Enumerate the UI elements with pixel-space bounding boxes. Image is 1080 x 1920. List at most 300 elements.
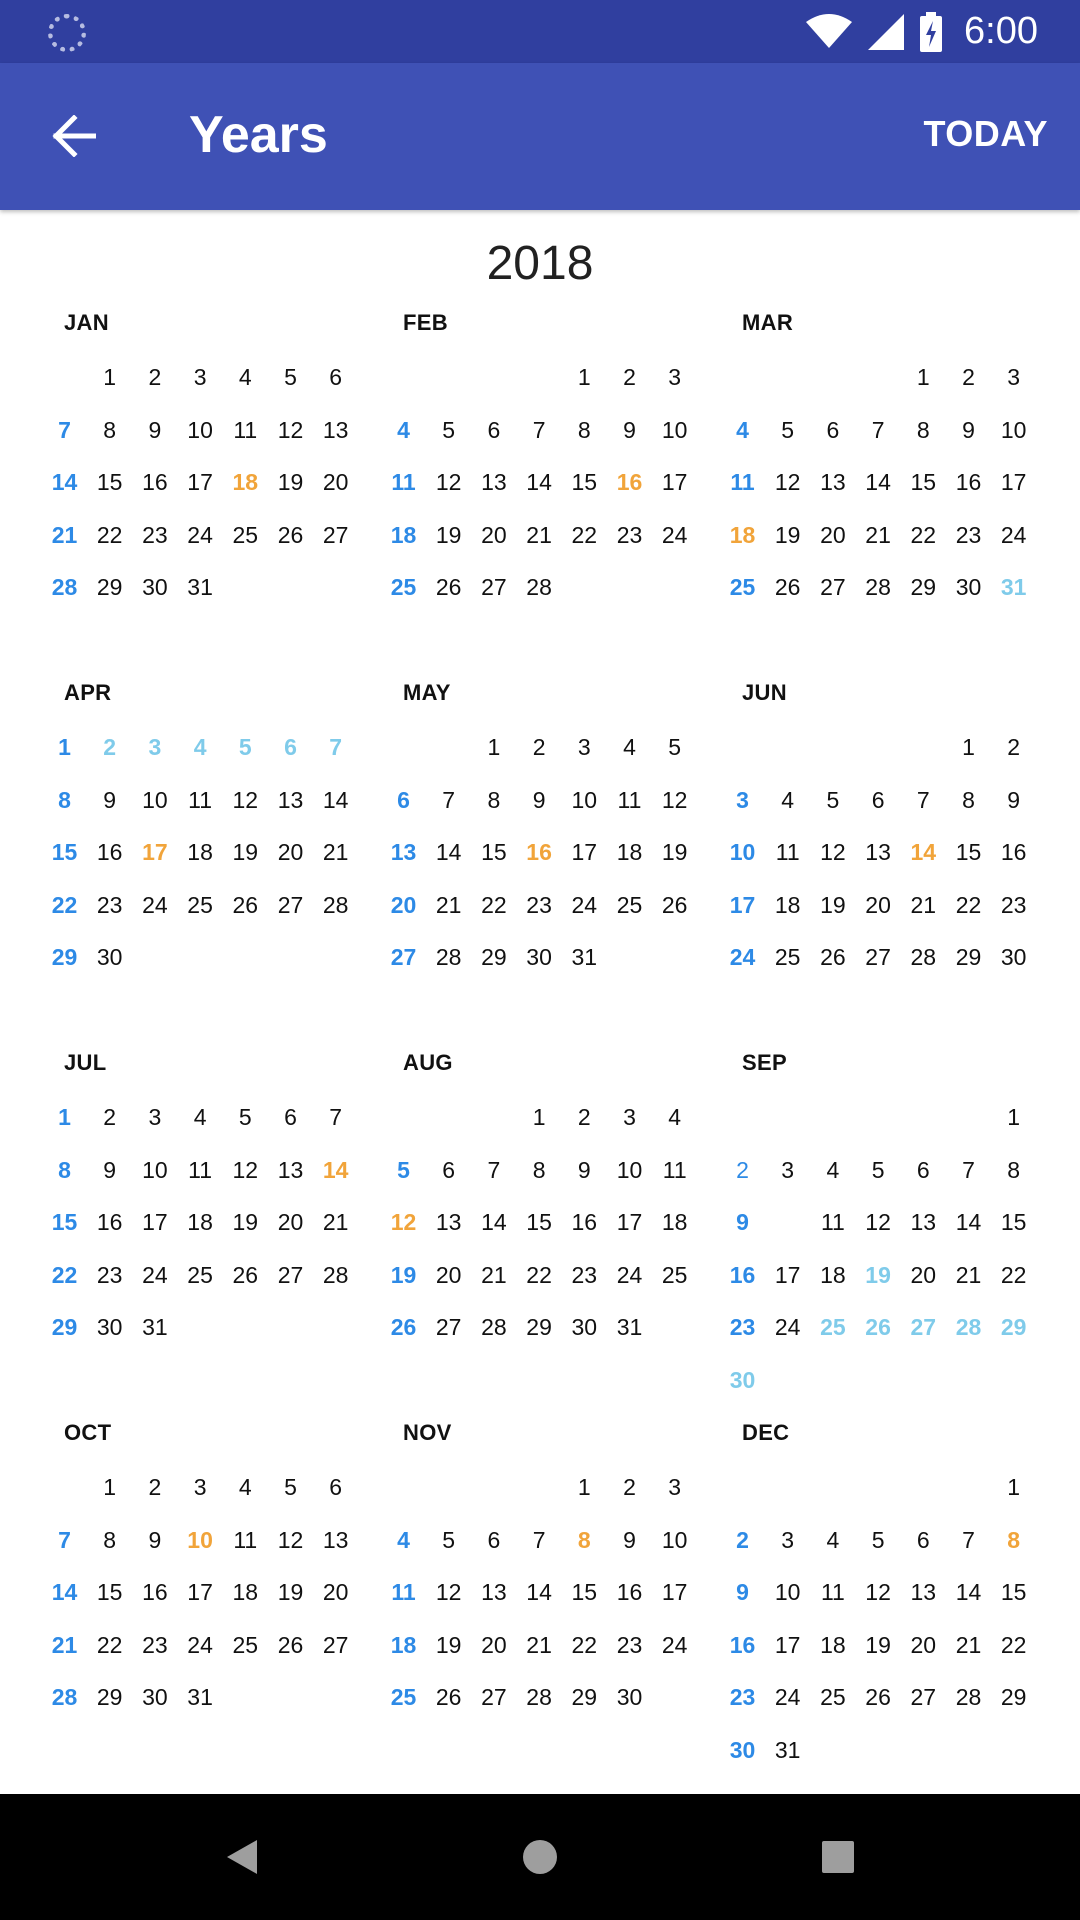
day-cell[interactable]: 9 xyxy=(1007,786,1021,813)
day-cell[interactable]: 12 xyxy=(865,1209,891,1235)
day-cell[interactable]: 22 xyxy=(955,891,982,918)
day-cell[interactable]: 3 xyxy=(193,364,207,390)
nav-home-button[interactable] xyxy=(510,1827,570,1887)
day-cell[interactable]: 14 xyxy=(955,1209,982,1235)
day-cell[interactable]: 3 xyxy=(148,1104,162,1130)
day-cell[interactable]: 26 xyxy=(390,1314,417,1340)
day-cell[interactable]: 27 xyxy=(910,1314,937,1340)
day-cell[interactable]: 20 xyxy=(322,469,349,495)
day-cell[interactable]: 19 xyxy=(435,1631,462,1658)
day-cell[interactable]: 26 xyxy=(774,574,801,600)
day-cell[interactable]: 21 xyxy=(322,1209,349,1235)
day-cell[interactable]: 20 xyxy=(435,1261,462,1288)
today-button[interactable]: TODAY xyxy=(923,113,1048,154)
day-cell[interactable]: 14 xyxy=(865,469,891,495)
day-cell[interactable]: 18 xyxy=(390,521,417,548)
day-cell[interactable]: 14 xyxy=(51,1579,78,1605)
day-cell[interactable]: 17 xyxy=(142,1209,168,1235)
day-cell[interactable]: 29 xyxy=(51,1314,78,1340)
day-cell[interactable]: 7 xyxy=(329,734,343,760)
day-cell[interactable]: 5 xyxy=(238,1104,252,1130)
day-cell[interactable]: 8 xyxy=(487,786,501,813)
day-cell[interactable]: 29 xyxy=(955,944,982,970)
day-cell[interactable]: 9 xyxy=(736,1579,749,1605)
day-cell[interactable]: 23 xyxy=(142,1631,168,1658)
day-cell[interactable]: 10 xyxy=(661,1526,688,1553)
day-cell[interactable]: 13 xyxy=(910,1579,937,1605)
day-cell[interactable]: 2 xyxy=(736,1526,749,1553)
day-cell[interactable]: 21 xyxy=(910,891,937,918)
day-cell[interactable]: 27 xyxy=(435,1314,462,1340)
day-cell[interactable]: 8 xyxy=(58,1156,71,1183)
day-cell[interactable]: 28 xyxy=(51,574,78,600)
day-cell[interactable]: 10 xyxy=(661,416,688,443)
day-cell[interactable]: 13 xyxy=(481,1579,507,1605)
day-cell[interactable]: 6 xyxy=(487,416,501,443)
day-cell[interactable]: 3 xyxy=(623,1104,636,1130)
day-cell[interactable]: 28 xyxy=(435,944,462,970)
day-cell[interactable]: 6 xyxy=(916,1156,930,1183)
day-cell[interactable]: 30 xyxy=(96,944,123,970)
day-cell[interactable]: 1 xyxy=(916,364,930,390)
day-cell[interactable]: 26 xyxy=(435,1684,462,1710)
day-cell[interactable]: 11 xyxy=(617,786,642,813)
day-cell[interactable]: 13 xyxy=(322,1526,349,1553)
day-cell[interactable]: 9 xyxy=(148,1526,162,1553)
day-cell[interactable]: 16 xyxy=(955,469,982,495)
day-cell[interactable]: 1 xyxy=(58,734,71,760)
day-cell[interactable]: 27 xyxy=(865,944,891,970)
day-cell[interactable]: 22 xyxy=(51,891,78,918)
day-cell[interactable]: 9 xyxy=(532,786,546,813)
day-cell[interactable]: 25 xyxy=(390,574,417,600)
day-cell[interactable]: 9 xyxy=(736,1209,749,1235)
day-cell[interactable]: 20 xyxy=(277,839,304,865)
day-cell[interactable]: 26 xyxy=(277,1631,304,1658)
day-cell[interactable]: 6 xyxy=(397,786,410,813)
day-cell[interactable]: 21 xyxy=(51,1631,78,1658)
day-cell[interactable]: 10 xyxy=(571,786,598,813)
day-cell[interactable]: 8 xyxy=(103,416,117,443)
day-cell[interactable]: 10 xyxy=(142,786,168,813)
day-cell[interactable]: 19 xyxy=(820,891,846,918)
day-cell[interactable]: 27 xyxy=(390,944,417,970)
day-cell[interactable]: 5 xyxy=(442,416,456,443)
day-cell[interactable]: 24 xyxy=(142,1261,168,1288)
day-cell[interactable]: 21 xyxy=(865,521,891,548)
day-cell[interactable]: 4 xyxy=(193,1104,207,1130)
day-cell[interactable]: 30 xyxy=(526,944,552,970)
day-cell[interactable]: 25 xyxy=(774,944,801,970)
day-cell[interactable]: 23 xyxy=(1000,891,1027,918)
day-cell[interactable]: 6 xyxy=(284,734,297,760)
day-cell[interactable]: 13 xyxy=(820,469,846,495)
day-cell[interactable]: 21 xyxy=(435,891,462,918)
day-cell[interactable]: 25 xyxy=(729,574,756,600)
day-cell[interactable]: 21 xyxy=(955,1631,982,1658)
day-cell[interactable]: 12 xyxy=(232,786,259,813)
day-cell[interactable]: 23 xyxy=(142,521,168,548)
day-cell[interactable]: 27 xyxy=(910,1684,937,1710)
day-cell[interactable]: 7 xyxy=(532,1526,546,1553)
day-cell[interactable]: 8 xyxy=(532,1156,546,1183)
day-cell[interactable]: 30 xyxy=(142,1684,168,1710)
day-cell[interactable]: 27 xyxy=(481,1684,507,1710)
day-cell[interactable]: 7 xyxy=(962,1156,975,1183)
day-cell[interactable]: 26 xyxy=(232,891,259,918)
day-cell[interactable]: 2 xyxy=(148,1474,162,1500)
day-cell[interactable]: 10 xyxy=(1000,416,1027,443)
day-cell[interactable]: 16 xyxy=(96,839,123,865)
day-cell[interactable]: 28 xyxy=(481,1314,507,1340)
day-cell[interactable]: 5 xyxy=(871,1156,885,1183)
day-cell[interactable]: 28 xyxy=(526,1684,552,1710)
day-cell[interactable]: 5 xyxy=(397,1156,410,1183)
day-cell[interactable]: 13 xyxy=(481,469,507,495)
day-cell[interactable]: 29 xyxy=(96,1684,123,1710)
day-cell[interactable]: 22 xyxy=(910,521,937,548)
day-cell[interactable]: 1 xyxy=(577,364,591,390)
day-cell[interactable]: 10 xyxy=(729,839,756,865)
day-cell[interactable]: 11 xyxy=(391,1579,416,1605)
day-cell[interactable]: 8 xyxy=(1007,1526,1021,1553)
day-cell[interactable]: 3 xyxy=(668,1474,682,1500)
day-cell[interactable]: 23 xyxy=(955,521,982,548)
day-cell[interactable]: 25 xyxy=(232,521,259,548)
day-cell[interactable]: 16 xyxy=(142,469,168,495)
day-cell[interactable]: 4 xyxy=(397,1526,410,1553)
day-cell[interactable]: 8 xyxy=(962,786,975,813)
day-cell[interactable]: 25 xyxy=(390,1684,417,1710)
day-cell[interactable]: 13 xyxy=(390,839,417,865)
day-cell[interactable]: 17 xyxy=(187,1579,213,1605)
day-cell[interactable]: 15 xyxy=(1000,1209,1027,1235)
day-cell[interactable]: 1 xyxy=(487,734,501,760)
day-cell[interactable]: 9 xyxy=(148,416,162,443)
day-cell[interactable]: 25 xyxy=(616,891,643,918)
day-cell[interactable]: 28 xyxy=(955,1684,982,1710)
day-cell[interactable]: 30 xyxy=(571,1314,598,1340)
day-cell[interactable]: 6 xyxy=(871,786,885,813)
day-cell[interactable]: 18 xyxy=(232,1579,259,1605)
day-cell[interactable]: 5 xyxy=(871,1526,885,1553)
day-cell[interactable]: 4 xyxy=(668,1104,682,1130)
day-cell[interactable]: 15 xyxy=(51,1209,78,1235)
day-cell[interactable]: 9 xyxy=(103,1156,117,1183)
day-cell[interactable]: 14 xyxy=(481,1209,507,1235)
day-cell[interactable]: 24 xyxy=(661,521,688,548)
day-cell[interactable]: 14 xyxy=(526,469,552,495)
day-cell[interactable]: 16 xyxy=(616,1579,643,1605)
day-cell[interactable]: 7 xyxy=(487,1156,501,1183)
day-cell[interactable]: 16 xyxy=(96,1209,123,1235)
day-cell[interactable]: 5 xyxy=(238,734,252,760)
day-cell[interactable]: 6 xyxy=(826,416,840,443)
day-cell[interactable]: 15 xyxy=(955,839,982,865)
day-cell[interactable]: 15 xyxy=(96,1579,123,1605)
day-cell[interactable]: 2 xyxy=(532,734,546,760)
day-cell[interactable]: 25 xyxy=(187,891,213,918)
day-cell[interactable]: 2 xyxy=(103,1104,117,1130)
day-cell[interactable]: 7 xyxy=(58,1526,71,1553)
day-cell[interactable]: 10 xyxy=(616,1156,643,1183)
day-cell[interactable]: 16 xyxy=(142,1579,168,1605)
day-cell[interactable]: 22 xyxy=(96,521,123,548)
day-cell[interactable]: 7 xyxy=(442,786,456,813)
back-button[interactable] xyxy=(38,101,108,171)
day-cell[interactable]: 19 xyxy=(865,1631,891,1658)
day-cell[interactable]: 29 xyxy=(910,574,937,600)
day-cell[interactable]: 27 xyxy=(322,1631,349,1658)
day-cell[interactable]: 13 xyxy=(322,416,349,443)
day-cell[interactable]: 22 xyxy=(1000,1261,1027,1288)
day-cell[interactable]: 28 xyxy=(955,1314,982,1340)
day-cell[interactable]: 12 xyxy=(774,469,801,495)
day-cell[interactable]: 30 xyxy=(1000,944,1027,970)
day-cell[interactable]: 18 xyxy=(661,1209,688,1235)
day-cell[interactable]: 31 xyxy=(142,1314,168,1340)
day-cell[interactable]: 2 xyxy=(103,734,117,760)
day-cell[interactable]: 8 xyxy=(916,416,930,443)
day-cell[interactable]: 24 xyxy=(729,944,756,970)
day-cell[interactable]: 5 xyxy=(442,1526,456,1553)
day-cell[interactable]: 29 xyxy=(96,574,123,600)
day-cell[interactable]: 17 xyxy=(616,1209,643,1235)
day-cell[interactable]: 19 xyxy=(865,1261,891,1288)
day-cell[interactable]: 14 xyxy=(322,1156,349,1183)
day-cell[interactable]: 19 xyxy=(435,521,462,548)
day-cell[interactable]: 31 xyxy=(187,574,213,600)
day-cell[interactable]: 2 xyxy=(1007,734,1021,760)
day-cell[interactable]: 13 xyxy=(277,786,304,813)
day-cell[interactable]: 25 xyxy=(187,1261,213,1288)
day-cell[interactable]: 8 xyxy=(577,1526,591,1553)
day-cell[interactable]: 27 xyxy=(481,574,507,600)
day-cell[interactable]: 25 xyxy=(232,1631,259,1658)
day-cell[interactable]: 10 xyxy=(187,1526,213,1553)
day-cell[interactable]: 9 xyxy=(623,416,636,443)
day-cell[interactable]: 23 xyxy=(96,1261,123,1288)
day-cell[interactable]: 21 xyxy=(526,521,552,548)
day-cell[interactable]: 27 xyxy=(322,521,349,548)
day-cell[interactable]: 13 xyxy=(910,1209,937,1235)
day-cell[interactable]: 25 xyxy=(661,1261,688,1288)
day-cell[interactable]: 17 xyxy=(661,1579,688,1605)
day-cell[interactable]: 24 xyxy=(571,891,598,918)
day-cell[interactable]: 15 xyxy=(96,469,123,495)
day-cell[interactable]: 6 xyxy=(329,1474,343,1500)
day-cell[interactable]: 26 xyxy=(865,1684,891,1710)
day-cell[interactable]: 20 xyxy=(910,1631,937,1658)
day-cell[interactable]: 9 xyxy=(103,786,117,813)
day-cell[interactable]: 15 xyxy=(51,839,78,865)
day-cell[interactable]: 10 xyxy=(774,1579,801,1605)
day-cell[interactable]: 6 xyxy=(284,1104,297,1130)
day-cell[interactable]: 7 xyxy=(916,786,930,813)
day-cell[interactable]: 3 xyxy=(1007,364,1021,390)
day-cell[interactable]: 10 xyxy=(765,1207,810,1237)
day-cell[interactable]: 15 xyxy=(571,1579,598,1605)
day-cell[interactable]: 22 xyxy=(526,1261,552,1288)
day-cell[interactable]: 14 xyxy=(955,1579,982,1605)
day-cell[interactable]: 3 xyxy=(781,1156,795,1183)
day-cell[interactable]: 30 xyxy=(729,1366,756,1393)
day-cell[interactable]: 16 xyxy=(526,839,552,865)
day-cell[interactable]: 19 xyxy=(277,1579,304,1605)
day-cell[interactable]: 11 xyxy=(662,1156,687,1183)
day-cell[interactable]: 22 xyxy=(571,1631,598,1658)
day-cell[interactable]: 25 xyxy=(820,1684,846,1710)
day-cell[interactable]: 5 xyxy=(284,1474,297,1500)
day-cell[interactable]: 31 xyxy=(187,1684,213,1710)
day-cell[interactable]: 19 xyxy=(232,839,259,865)
day-cell[interactable]: 1 xyxy=(1007,1474,1021,1500)
day-cell[interactable]: 18 xyxy=(187,839,213,865)
day-cell[interactable]: 16 xyxy=(616,469,643,495)
day-cell[interactable]: 12 xyxy=(435,469,462,495)
day-cell[interactable]: 2 xyxy=(962,364,975,390)
day-cell[interactable]: 14 xyxy=(435,839,462,865)
day-cell[interactable]: 17 xyxy=(774,1261,801,1288)
day-cell[interactable]: 25 xyxy=(820,1314,846,1340)
day-cell[interactable]: 17 xyxy=(729,891,756,918)
day-cell[interactable]: 18 xyxy=(616,839,643,865)
day-cell[interactable]: 26 xyxy=(865,1314,891,1340)
day-cell[interactable]: 24 xyxy=(774,1314,801,1340)
day-cell[interactable]: 31 xyxy=(616,1314,643,1340)
day-cell[interactable]: 8 xyxy=(103,1526,117,1553)
day-cell[interactable]: 22 xyxy=(571,521,598,548)
day-cell[interactable]: 2 xyxy=(720,1155,765,1185)
day-cell[interactable]: 29 xyxy=(51,944,78,970)
day-cell[interactable]: 21 xyxy=(526,1631,552,1658)
day-cell[interactable]: 15 xyxy=(910,469,937,495)
day-cell[interactable]: 29 xyxy=(1000,1314,1027,1340)
day-cell[interactable]: 30 xyxy=(955,574,982,600)
day-cell[interactable]: 3 xyxy=(193,1474,207,1500)
day-cell[interactable]: 11 xyxy=(775,839,800,865)
day-cell[interactable]: 26 xyxy=(435,574,462,600)
day-cell[interactable]: 26 xyxy=(277,521,304,548)
day-cell[interactable]: 22 xyxy=(1000,1631,1027,1658)
day-cell[interactable]: 3 xyxy=(781,1526,795,1553)
day-cell[interactable]: 8 xyxy=(58,786,71,813)
day-cell[interactable]: 7 xyxy=(329,1104,343,1130)
day-cell[interactable]: 4 xyxy=(623,734,636,760)
day-cell[interactable]: 14 xyxy=(526,1579,552,1605)
day-cell[interactable]: 12 xyxy=(232,1156,259,1183)
day-cell[interactable]: 4 xyxy=(826,1156,840,1183)
day-cell[interactable]: 29 xyxy=(1000,1684,1027,1710)
day-cell[interactable]: 26 xyxy=(820,944,846,970)
day-cell[interactable]: 16 xyxy=(729,1261,756,1288)
day-cell[interactable]: 24 xyxy=(187,521,213,548)
day-cell[interactable]: 5 xyxy=(781,416,795,443)
day-cell[interactable]: 30 xyxy=(616,1684,643,1710)
day-cell[interactable]: 13 xyxy=(435,1209,462,1235)
day-cell[interactable]: 3 xyxy=(148,734,162,760)
day-cell[interactable]: 9 xyxy=(962,416,975,443)
day-cell[interactable]: 11 xyxy=(391,469,416,495)
day-cell[interactable]: 19 xyxy=(390,1261,417,1288)
day-cell[interactable]: 14 xyxy=(910,839,937,865)
day-cell[interactable]: 21 xyxy=(322,839,349,865)
day-cell[interactable]: 19 xyxy=(661,839,688,865)
day-cell[interactable]: 24 xyxy=(616,1261,643,1288)
day-cell[interactable]: 17 xyxy=(1000,469,1027,495)
day-cell[interactable]: 21 xyxy=(481,1261,507,1288)
day-cell[interactable]: 23 xyxy=(526,891,552,918)
day-cell[interactable]: 12 xyxy=(820,839,846,865)
day-cell[interactable]: 7 xyxy=(871,416,885,443)
day-cell[interactable]: 11 xyxy=(730,469,755,495)
day-cell[interactable]: 7 xyxy=(58,416,71,443)
day-cell[interactable]: 4 xyxy=(397,416,410,443)
day-cell[interactable]: 12 xyxy=(390,1209,417,1235)
day-cell[interactable]: 4 xyxy=(736,416,749,443)
day-cell[interactable]: 28 xyxy=(51,1684,78,1710)
day-cell[interactable]: 11 xyxy=(820,1209,845,1235)
day-cell[interactable]: 23 xyxy=(571,1261,598,1288)
day-cell[interactable]: 12 xyxy=(277,416,304,443)
day-cell[interactable]: 17 xyxy=(142,839,168,865)
day-cell[interactable]: 31 xyxy=(774,1736,801,1763)
day-cell[interactable]: 5 xyxy=(284,364,297,390)
day-cell[interactable]: 19 xyxy=(774,521,801,548)
day-cell[interactable]: 4 xyxy=(238,1474,252,1500)
day-cell[interactable]: 18 xyxy=(820,1631,846,1658)
day-cell[interactable]: 13 xyxy=(277,1156,304,1183)
day-cell[interactable]: 20 xyxy=(865,891,891,918)
day-cell[interactable]: 1 xyxy=(1007,1104,1021,1130)
day-cell[interactable]: 9 xyxy=(623,1526,636,1553)
day-cell[interactable]: 2 xyxy=(577,1104,591,1130)
day-cell[interactable]: 3 xyxy=(736,786,749,813)
day-cell[interactable]: 5 xyxy=(826,786,840,813)
day-cell[interactable]: 2 xyxy=(623,1474,636,1500)
day-cell[interactable]: 12 xyxy=(277,1526,304,1553)
day-cell[interactable]: 26 xyxy=(661,891,688,918)
day-cell[interactable]: 30 xyxy=(142,574,168,600)
day-cell[interactable]: 10 xyxy=(142,1156,168,1183)
day-cell[interactable]: 11 xyxy=(188,786,213,813)
day-cell[interactable]: 17 xyxy=(187,469,213,495)
day-cell[interactable]: 6 xyxy=(442,1156,456,1183)
day-cell[interactable]: 11 xyxy=(233,1526,258,1553)
day-cell[interactable]: 20 xyxy=(820,521,846,548)
day-cell[interactable]: 13 xyxy=(865,839,891,865)
day-cell[interactable]: 7 xyxy=(962,1526,975,1553)
day-cell[interactable]: 15 xyxy=(571,469,598,495)
day-cell[interactable]: 11 xyxy=(188,1156,213,1183)
day-cell[interactable]: 29 xyxy=(481,944,507,970)
day-cell[interactable]: 9 xyxy=(577,1156,591,1183)
day-cell[interactable]: 23 xyxy=(616,1631,643,1658)
day-cell[interactable]: 23 xyxy=(96,891,123,918)
day-cell[interactable]: 6 xyxy=(329,364,343,390)
day-cell[interactable]: 24 xyxy=(1000,521,1027,548)
nav-recents-button[interactable] xyxy=(808,1827,868,1887)
day-cell[interactable]: 16 xyxy=(729,1631,756,1658)
day-cell[interactable]: 11 xyxy=(820,1579,845,1605)
day-cell[interactable]: 14 xyxy=(322,786,349,813)
day-cell[interactable]: 20 xyxy=(910,1261,937,1288)
day-cell[interactable]: 30 xyxy=(729,1736,756,1763)
day-cell[interactable]: 1 xyxy=(577,1474,591,1500)
day-cell[interactable]: 21 xyxy=(51,521,78,548)
day-cell[interactable]: 10 xyxy=(187,416,213,443)
day-cell[interactable]: 4 xyxy=(781,786,795,813)
